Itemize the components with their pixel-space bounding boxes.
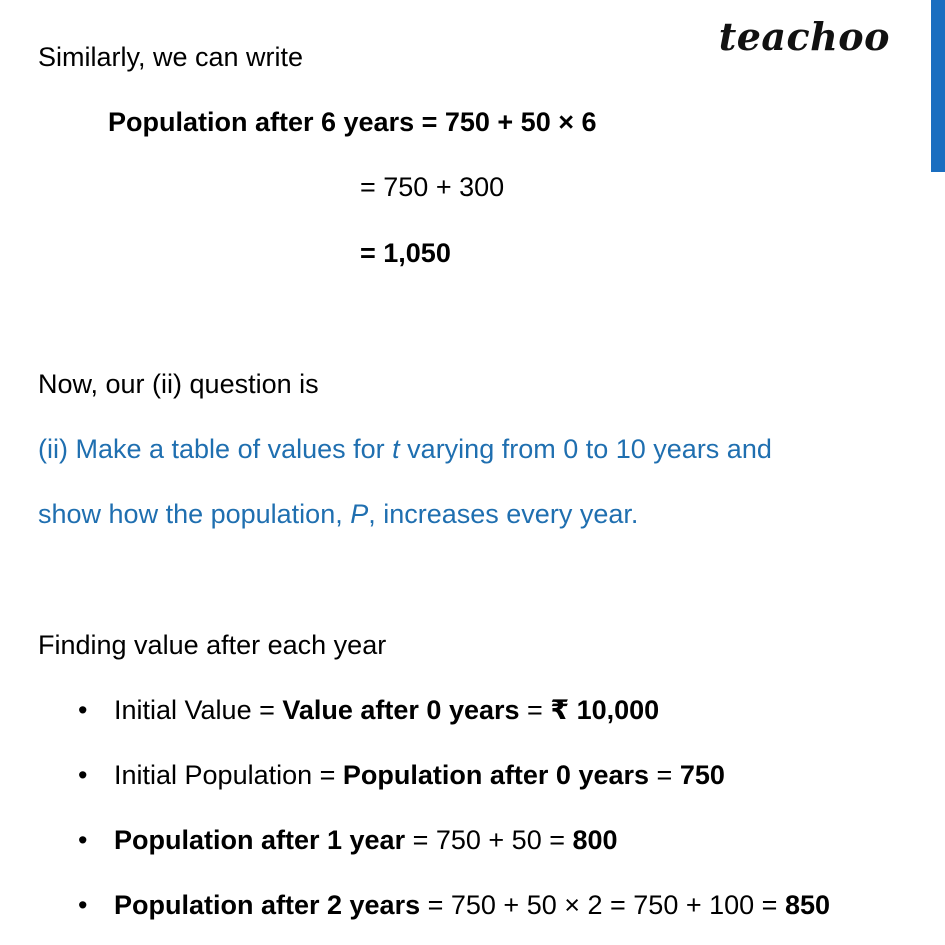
question-part-2: varying from 0 to 10 years and <box>399 434 772 464</box>
calc-result: = 1,050 <box>360 238 451 268</box>
bullet-text-d: 850 <box>784 890 830 920</box>
bullet-text-c: = <box>649 760 680 790</box>
bullet-dot-icon: • <box>78 760 88 790</box>
teachoo-logo: teachoo <box>718 14 890 59</box>
list-item <box>114 823 618 857</box>
list-item <box>114 758 725 792</box>
bullet-text-c: = 750 + 50 = <box>405 825 573 855</box>
bullet-text-d: ₹ 10,000 <box>550 695 660 725</box>
bullet-text-b: Population after 0 years <box>342 760 650 790</box>
list-item <box>114 693 659 727</box>
list-item <box>114 888 830 922</box>
bullet-text-d: 800 <box>572 825 618 855</box>
bullet-text-a: Initial Value = <box>114 695 283 725</box>
question-part-4: , increases every year. <box>368 499 639 529</box>
bullet-text-a: Initial Population = <box>114 760 343 790</box>
question-part-3: show how the population, <box>38 499 351 529</box>
intro-text: Similarly, we can write <box>38 42 304 72</box>
bullet-text-b: Population after 1 year <box>114 825 406 855</box>
question-part-1: (ii) Make a table of values for <box>38 434 393 464</box>
finding-title: Finding value after each year <box>38 630 387 660</box>
question-line-2 <box>38 497 638 531</box>
scrollbar-thumb[interactable] <box>931 0 945 172</box>
question-line-1 <box>38 432 772 466</box>
calc-line-1: Population after 6 years = 750 + 50 × 6 <box>108 107 597 137</box>
question-intro: Now, our (ii) question is <box>38 369 319 399</box>
bullet-dot-icon: • <box>78 890 88 920</box>
scrollbar-track[interactable] <box>931 0 945 945</box>
bullet-dot-icon: • <box>78 825 88 855</box>
variable-p: P <box>350 499 369 529</box>
bullet-text-b: Population after 2 years <box>114 890 421 920</box>
variable-t: t <box>392 434 400 464</box>
bullet-text-c: = 750 + 50 × 2 = 750 + 100 = <box>420 890 785 920</box>
bullet-text-d: 750 <box>679 760 725 790</box>
bullet-dot-icon: • <box>78 695 88 725</box>
calc-line-2: = 750 + 300 <box>360 172 505 202</box>
bullet-text-b: Value after 0 years <box>282 695 520 725</box>
bullet-text-c: = <box>519 695 551 725</box>
